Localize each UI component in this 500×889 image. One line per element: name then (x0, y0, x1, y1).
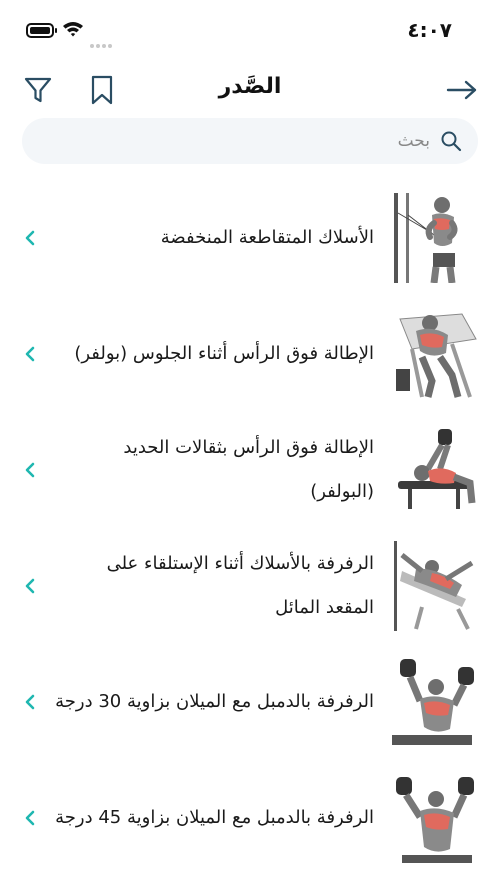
exercise-title: الرفرفة بالأسلاك أثناء الإستلقاء على المقعد المائل (106, 553, 374, 618)
search-input[interactable] (208, 130, 432, 152)
exercise-thumbnail (392, 773, 482, 863)
search-icon (440, 130, 462, 152)
exercise-title: الإطالة فوق الرأس أثناء الجلوس (بولفر) (74, 343, 374, 364)
exercise-thumbnail (392, 309, 482, 399)
exercise-title: الأسلاك المتقاطعة المنخفضة (160, 227, 374, 248)
list-item[interactable] (0, 180, 500, 296)
exercise-title: الإطالة فوق الرأس بثقالات الحديد (البولفر) (123, 437, 374, 502)
wifi-icon (62, 20, 84, 38)
chevron-left-icon (24, 345, 40, 363)
exercise-title: الرفرفة بالدمبل مع الميلان بزاوية 30 درجة (55, 691, 374, 712)
chevron-left-icon (24, 809, 40, 827)
status-time: ٤:٠٧ (407, 18, 452, 42)
list-item[interactable] (0, 760, 500, 876)
exercise-thumbnail (392, 193, 482, 283)
exercise-thumbnail (392, 541, 482, 631)
list-item[interactable] (0, 644, 500, 760)
chevron-left-icon (24, 461, 40, 479)
list-item[interactable] (0, 412, 500, 528)
back-button[interactable] (444, 72, 480, 108)
search-bar[interactable] (22, 118, 478, 164)
list-item[interactable] (0, 296, 500, 412)
battery-icon (26, 23, 54, 38)
exercise-list (0, 180, 500, 876)
exercise-thumbnail (392, 425, 482, 515)
list-item[interactable] (0, 528, 500, 644)
arrow-right-icon (445, 78, 479, 102)
status-bar (0, 0, 500, 60)
chevron-left-icon (24, 229, 40, 247)
page-title: الصَّدر (218, 74, 282, 99)
chevron-left-icon (24, 693, 40, 711)
header (0, 68, 500, 112)
signal-icon (90, 33, 114, 52)
exercise-title: الرفرفة بالدمبل مع الميلان بزاوية 45 درجة (55, 807, 374, 828)
exercise-thumbnail (392, 657, 482, 747)
chevron-left-icon (24, 577, 40, 595)
